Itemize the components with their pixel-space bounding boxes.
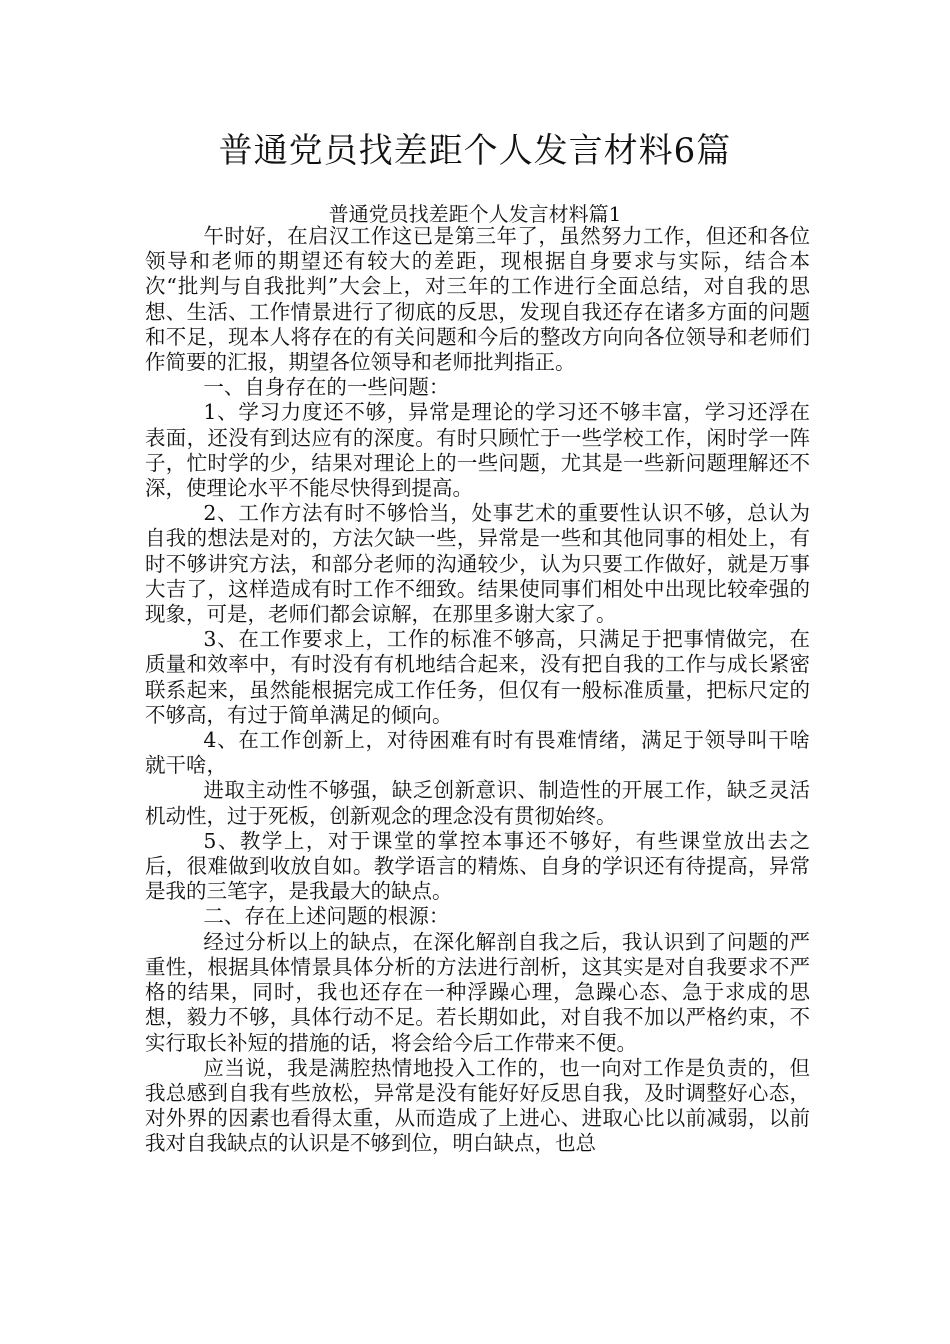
paragraph: 1、学习力度还不够，异常是理论的学习还不够丰富，学习还浮在表面，还没有到达应有的深度。有时只顾忙于一些学校工作，闲时学一阵子，忙时学的少，结果对理论上的一些问题，尤其是一些新问题理解还不深，使理论水平不能尽快得到提高。 — [145, 400, 810, 501]
paragraph: 二、存在上述问题的根源： — [203, 904, 450, 929]
paragraph: 2、工作方法有时不够恰当，处事艺术的重要性认识不够，总认为自我的想法是对的，方法欠缺一些，异常是一些和其他同事的相处上，有时不够讲究方法，和部分老师的沟通较少，认为只要工作做好，就是万事大吉了，这样造成有时工作不细致。结果使同事们相处中出现比较牵强的现象，可是，老师们都会谅解，在那里多谢大家了。 — [145, 501, 810, 627]
paragraph: 4、在工作创新上，对待困难有时有畏难情绪，满足于领导叫干啥就干啥， — [145, 728, 810, 778]
paragraph: 进取主动性不够强，缺乏创新意识、制造性的开展工作，缺乏灵活机动性，过于死板，创新观念的理念没有贯彻始终。 — [145, 778, 810, 828]
paragraph: 一、自身存在的一些问题： — [203, 375, 450, 400]
paragraph: 经过分析以上的缺点，在深化解剖自我之后，我认识到了问题的严重性，根据具体情景具体分析的方法进行剖析，这其实是对自我要求不严格的结果，同时，我也还存在一种浮躁心理，急躁心态、急于求成的思想，毅力不够，具体行动不足。若长期如此，对自我不加以严格约束，不实行取长补短的措施的话，将会给今后工作带来不便。 — [145, 929, 810, 1055]
paragraph: 应当说，我是满腔热情地投入工作的，也一向对工作是负责的，但我总感到自我有些放松，异常是没有能好好反思自我，及时调整好心态，对外界的因素也看得太重，从而造成了上进心、进取心比以前减弱，以前我对自我缺点的认识是不够到位，明白缺点，也总 — [145, 1055, 810, 1156]
document-title: 普通党员找差距个人发言材料6篇 — [218, 131, 732, 171]
body-text — [145, 224, 810, 1157]
paragraph: 3、在工作要求上，工作的标准不够高，只满足于把事情做完，在质量和效率中，有时没有有机地结合起来，没有把自我的工作与成长紧密联系起来，虽然能根据完成工作任务，但仅有一般标准质量，把标尺定的不够高，有过于简单满足的倾向。 — [145, 627, 810, 727]
paragraph: 午时好，在启汉工作这已是第三年了，虽然努力工作，但还和各位领导和老师的期望还有较大的差距，现根据自身要求与实际，结合本次“批判与自我批判”大会上，对三年的工作进行全面总结，对自我的思想、生活、工作情景进行了彻底的反思，发现自我还存在诸多方面的问题和不足，现本人将存在的有关问题和今后的整改方向向各位领导和老师们作简要的汇报，期望各位领导和老师批判指正。 — [145, 224, 810, 375]
paragraph: 5、教学上，对于课堂的掌控本事还不够好，有些课堂放出去之后，很难做到收放自如。教学语言的精炼、自身的学识还有待提高，异常是我的三笔字，是我最大的缺点。 — [145, 828, 810, 904]
section-title: 普通党员找差距个人发言材料篇1 — [328, 202, 622, 226]
